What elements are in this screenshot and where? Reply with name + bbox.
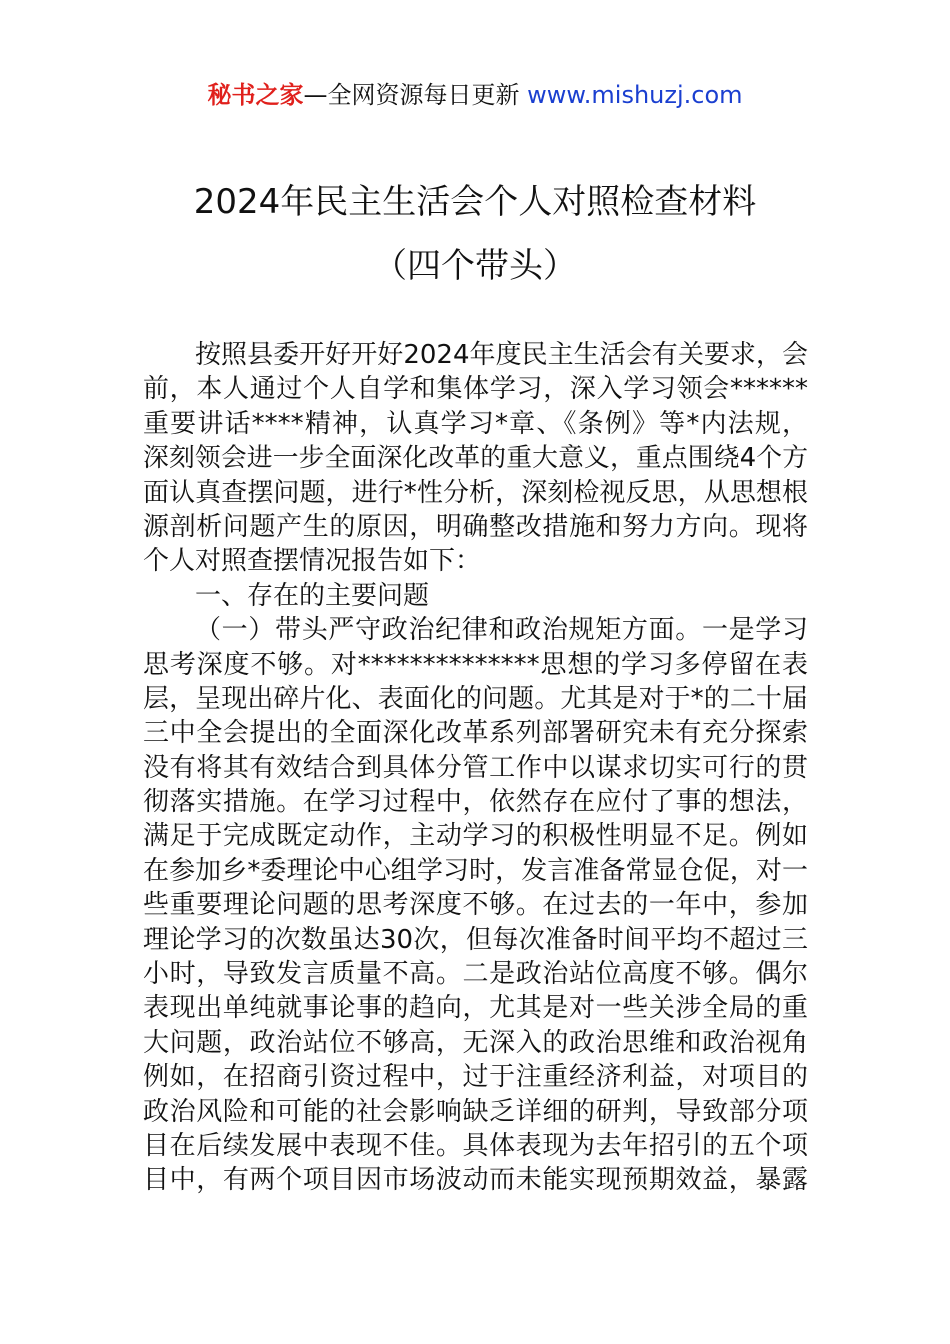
body-line: 彻落实措施。在学习过程中，依然存在应付了事的想法， — [143, 787, 808, 818]
body-line: 大问题，政治站位不够高，无深入的政治思维和政治视角 — [143, 1027, 808, 1058]
body-line: 源剖析问题产生的原因，明确整改措施和努力方向。现将 — [143, 511, 808, 542]
site-url-link[interactable]: www.mishuzj.com — [527, 81, 743, 109]
body-line: 些重要理论问题的思考深度不够。在过去的一年中，参加 — [143, 890, 808, 921]
body-line: 思考深度不够。对**************思想的学习多停留在表 — [143, 649, 808, 680]
site-name: 秘书之家 — [207, 81, 304, 109]
body-line: 表现出单纯就事论事的趋向，尤其是对一些关涉全局的重 — [143, 993, 808, 1024]
document-title: 2024年民主生活会个人对照检查材料 — [193, 182, 757, 222]
body-line: （一）带头严守政治纪律和政治规矩方面。一是学习 — [195, 615, 808, 646]
body-line: 满足于完成既定动作，主动学习的积极性明显不足。例如 — [143, 821, 808, 852]
body-line: 没有将其有效结合到具体分管工作中以谋求切实可行的贯 — [143, 752, 808, 783]
body-line: 目中，有两个项目因市场波动而未能实现预期效益，暴露 — [143, 1165, 808, 1196]
body-line: 在参加乡*委理论中心组学习时，发言准备常显仓促，对一 — [143, 855, 808, 886]
site-header — [0, 78, 950, 112]
body-line: 前，本人通过个人自学和集体学习，深入学习领会****** — [143, 374, 808, 405]
body-line: 理论学习的次数虽达30次，但每次准备时间平均不超过三 — [143, 924, 808, 955]
body-line: 目在后续发展中表现不佳。具体表现为去年招引的五个项 — [143, 1130, 808, 1161]
body-line: 按照县委开好开好2024年度民主生活会有关要求，会 — [195, 340, 808, 370]
body-line: 三中全会提出的全面深化改革系列部署研究未有充分探索 — [143, 718, 808, 749]
site-tagline: —全网资源每日更新 — [303, 81, 520, 109]
body-line: 层，呈现出碎片化、表面化的问题。尤其是对于*的二十届 — [143, 683, 808, 714]
body-line: 重要讲话****精神，认真学习*章、《条例》等*内法规， — [143, 408, 808, 439]
document-body — [143, 338, 808, 1198]
body-line: 政治风险和可能的社会影响缺乏详细的研判，导致部分项 — [143, 1096, 808, 1127]
body-line: 个人对照查摆情况报告如下： — [143, 546, 482, 577]
body-line: 深刻领会进一步全面深化改革的重大意义，重点围绕4个方 — [143, 443, 808, 474]
body-line: 小时，导致发言质量不高。二是政治站位高度不够。偶尔 — [143, 959, 808, 990]
document-subtitle: （四个带头） — [373, 246, 577, 286]
body-line: 面认真查摆问题，进行*性分析，深刻检视反思，从思想根 — [143, 477, 808, 508]
body-line: 例如，在招商引资过程中，过于注重经济利益，对项目的 — [143, 1062, 808, 1093]
section-heading: 一、存在的主要问题 — [195, 580, 430, 611]
